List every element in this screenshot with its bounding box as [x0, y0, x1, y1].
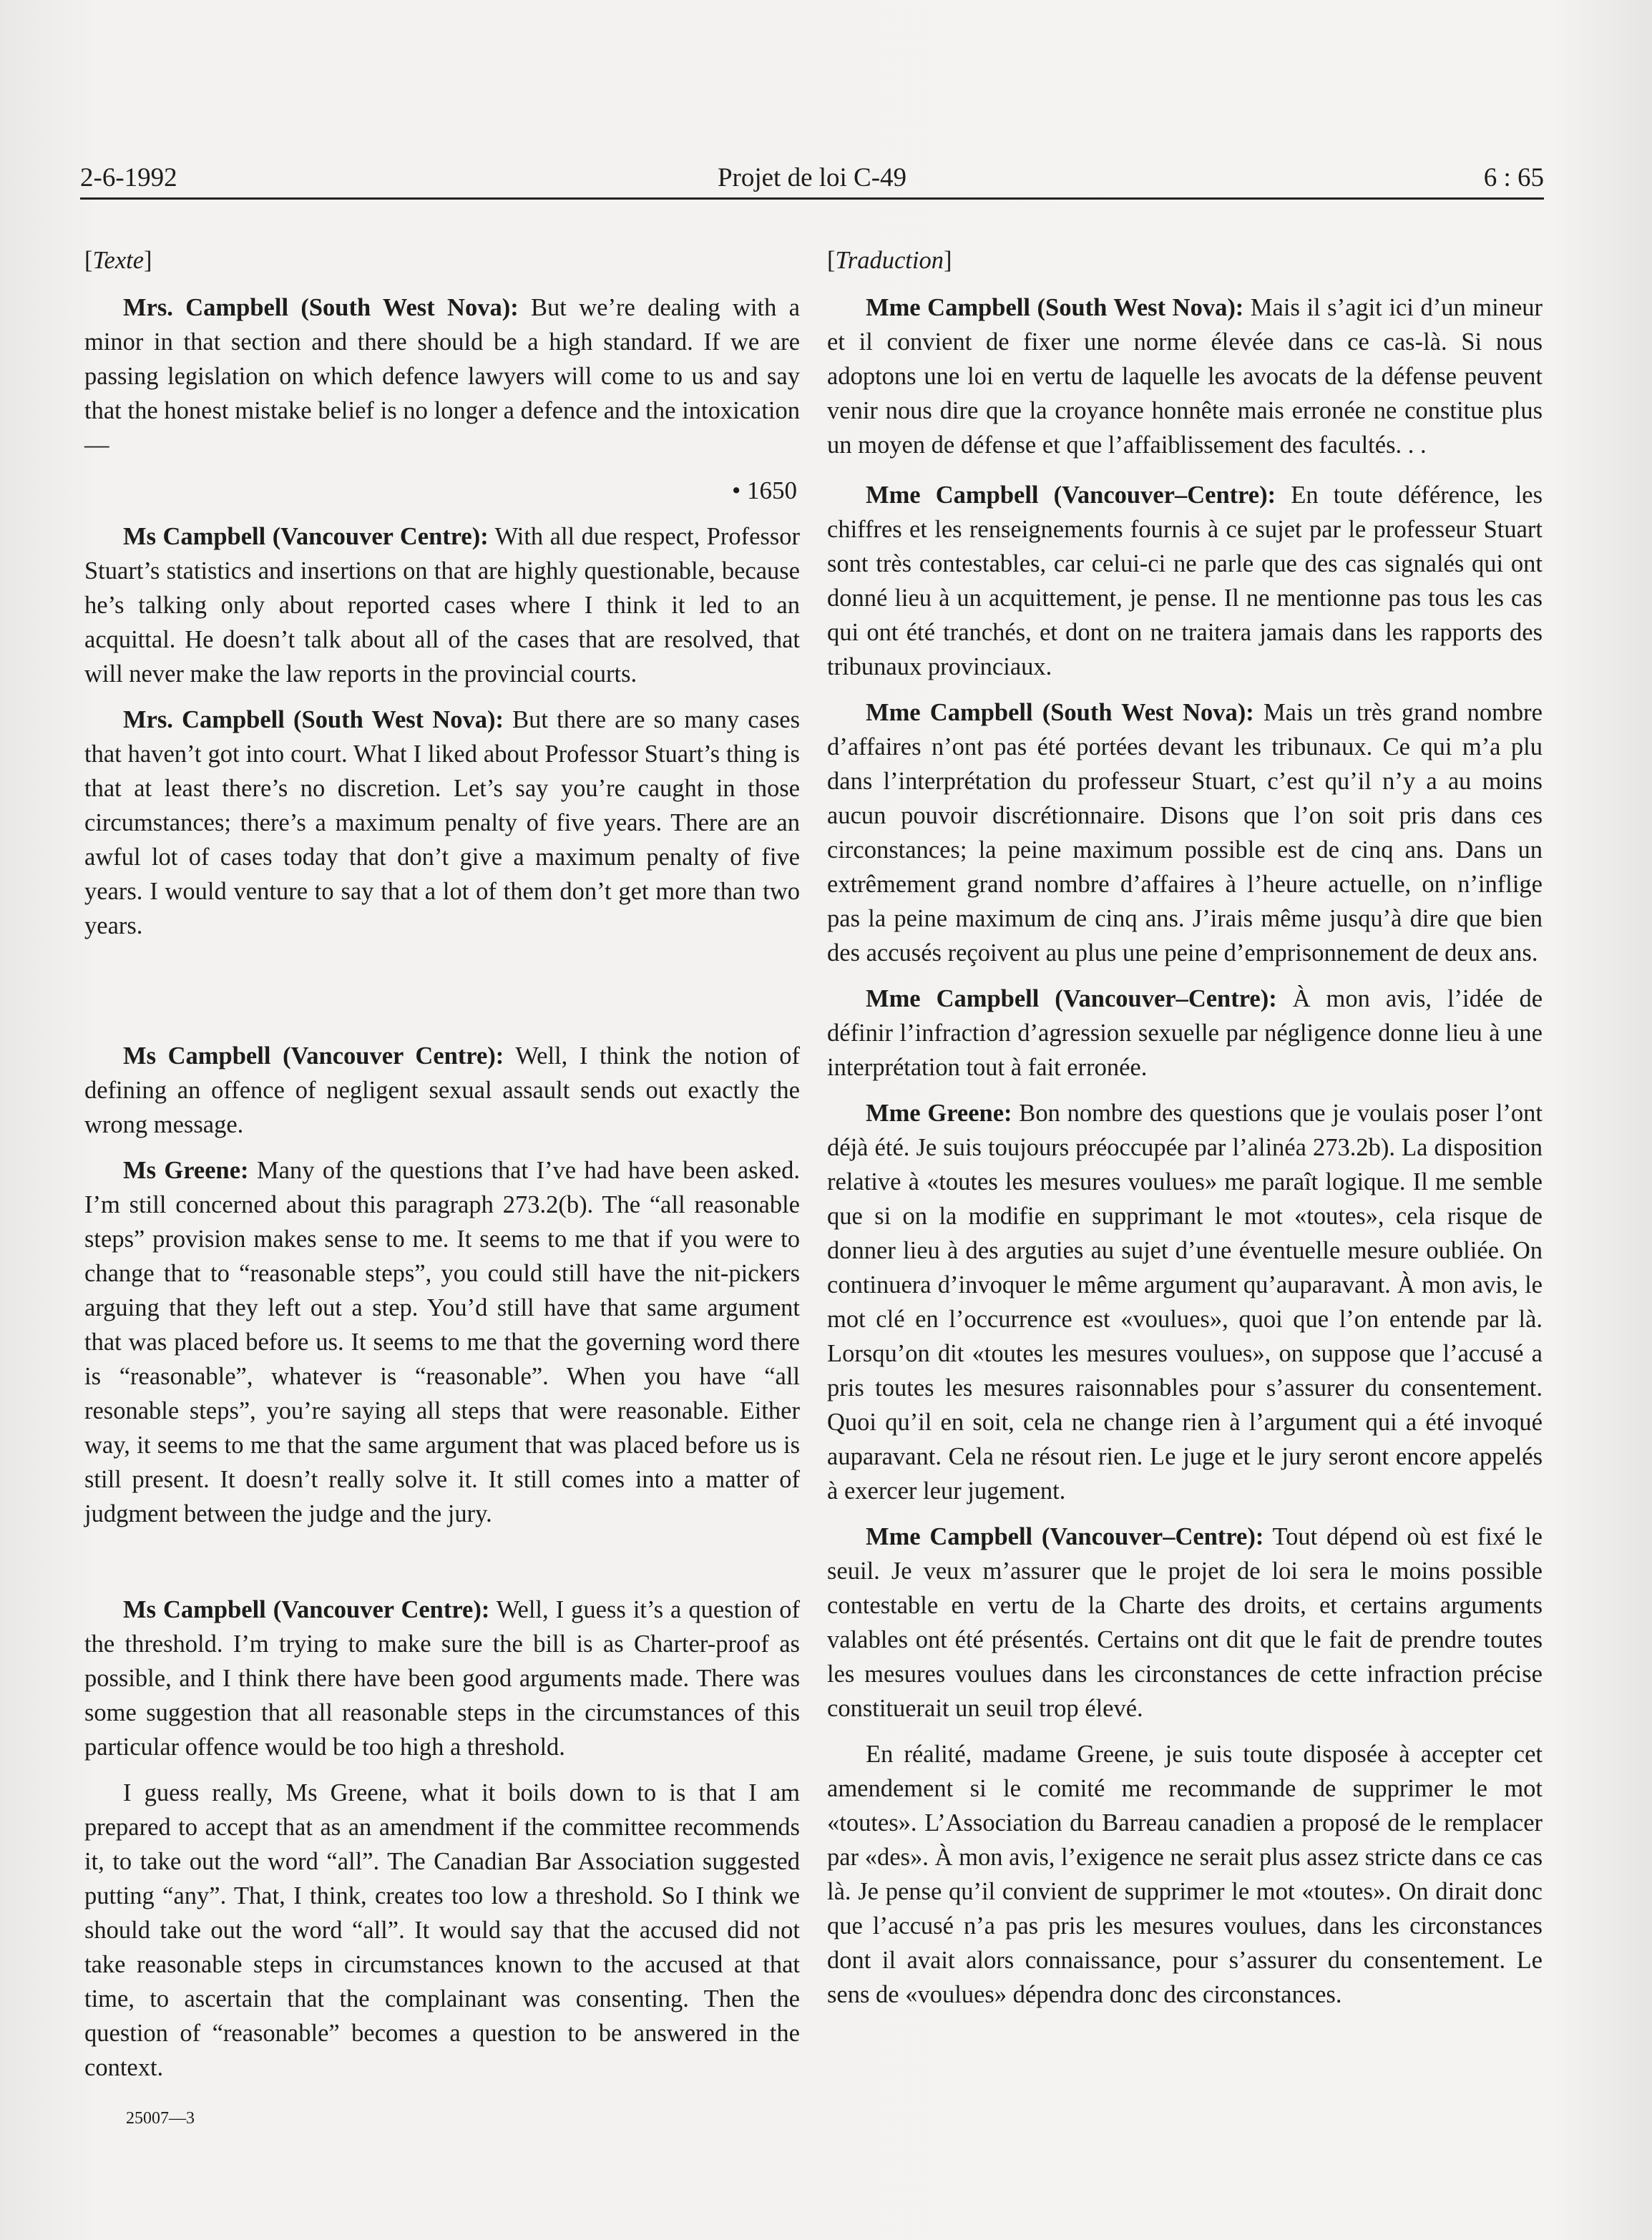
paragraph [84, 1776, 800, 2085]
speaker-name: Mrs. Campbell (South West Nova): [123, 706, 504, 733]
column-english [84, 243, 800, 2096]
speaker-name: Mme Campbell (Vancouver–Centre): [866, 985, 1277, 1012]
speech-text: Mais un très grand nombre d’affaires n’ont pas été portées devant les tribunaux. Ce qui m’a plu dans l’interprétation du professeur Stuart, c’est qu’il n’y a au moins aucun pouvoir discrétionnaire. Disons que l’on soit pris dans ces circonstances; la peine maximum possible est de cinq ans. Dans un extrêmement grand nombre d’affaires à l’heure actuelle, on n’inflige pas la peine maximum de cinq ans. J’irais même jusqu’à dire que bien des accusés reçoivent au plus une peine d’emprisonnement de deux ans. [827, 699, 1543, 967]
paragraph [84, 1593, 800, 1764]
paragraph [84, 290, 800, 462]
speech-text: Mais il s’agit ici d’un mineur et il convient de fixer une norme élevée dans ce cas-là. Si nous adoptons une loi en vertu de laquelle les avocats de la défense peuvent venir nous dire que la croyance honnête mais erronée ne constitue plus un moyen de défense et que l’affaiblissement des facultés. . . [827, 294, 1543, 459]
paragraph [84, 1039, 800, 1142]
paragraph [84, 1153, 800, 1531]
language-label-translation: [ Traduction ] [827, 243, 1543, 278]
time-marker: • 1650 [731, 476, 797, 504]
footer-print-code: 25007—3 [126, 2109, 195, 2128]
speech-text: En toute déférence, les chiffres et les renseignements fournis à ce sujet par le professeur Stuart sont très contestables, car celui-ci ne parle que des cas signalés qui ont donné lieu à un acquittement, je pense. Il ne mentionne pas tous les cas qui ont été tranchés, et dont on ne traitera jamais dans les rapports des tribunaux provinciaux. [827, 481, 1543, 680]
speech-text: But there are so many cases that haven’t got into court. What I liked about Professor Stuart’s thing is that at least there’s no discretion. Let’s say you’re caught in those circumstances; there’s a maximum penalty of five years. There are an awful lot of cases today that don’t give a maximum penalty of five years. I would venture to say that a lot of them don’t get more than two years. [84, 706, 800, 939]
paragraph [827, 1520, 1543, 1726]
paragraph [827, 478, 1543, 684]
paragraph [827, 695, 1543, 970]
speaker-name: Mme Campbell (South West Nova): [866, 294, 1244, 321]
speaker-name: Mme Campbell (Vancouver–Centre): [866, 1523, 1264, 1550]
column-french [827, 243, 1543, 2023]
speaker-name: Mme Greene: [866, 1100, 1012, 1127]
paragraph-gap [84, 1542, 800, 1593]
paragraph [84, 519, 800, 691]
paragraph [827, 982, 1543, 1085]
speech-text: Bon nombre des questions que je voulais poser l’ont déjà été. Je suis toujours préoccupée par l’alinéa 273.2b). La disposition relative à «toutes les mesures voulues» me paraît logique. Il me semble que si on la modifie en supprimant le mot «toutes», cela risque de donner lieu à des arguties au sujet d’une éventuelle mesure oubliée. On continuera d’invoquer le même argument qu’auparavant. À mon avis, le mot clé en l’occurrence est «voulues», quoi que l’on entende par là. Lorsqu’on dit «toutes les mesures voulues», on suppose que l’accusé a pris toutes les mesures raisonnables pour s’assurer du consentement. Quoi qu’il en soit, cela ne change rien à l’argument qui a été invoqué auparavant. Cela ne résout rien. Le juge et le jury seront encore appelés à exercer leur jugement. [827, 1100, 1543, 1505]
paragraph [827, 1096, 1543, 1508]
paragraph [84, 703, 800, 943]
speaker-name: Ms Campbell (Vancouver Centre): [123, 1042, 504, 1070]
speaker-name: Ms Greene: [123, 1157, 249, 1184]
speech-text: En réalité, madame Greene, je suis toute disposée à accepter cet amendement si le comité me recommande de supprimer le mot «toutes». L’Association du Barreau canadien a proposé de le remplacer par «des». À mon avis, l’exigence ne serait plus assez stricte dans ce cas là. Je pense qu’il convient de supprimer le mot «toutes». On dirait donc que l’accusé n’a pas pris les mesures voulues, dans les circonstances dont il avait alors connaissance, pour s’assurer du consentement. Le sens de «voulues» dépendra donc des circonstances. [827, 1741, 1543, 2008]
speaker-name: Ms Campbell (Vancouver Centre): [123, 1596, 490, 1623]
speech-text: But we’re dealing with a minor in that section and there should be a high standard. If we are passing legislation on which defence lawyers will come to us and say that the honest mistake belief is no longer a defence and the intoxication— [84, 294, 800, 459]
speech-text: Well, I guess it’s a question of the threshold. I’m trying to make sure the bill is as Charter-proof as possible, and I think there have been good arguments made. There was some suggestion that all reasonable steps in the circumstances of this particular offence would be too high a threshold. [84, 1596, 800, 1761]
speech-text: Well, I think the notion of defining an offence of negligent sexual assault sends out exactly the wrong message. [84, 1042, 800, 1138]
header-rule [80, 197, 1544, 200]
language-label-text: [ Texte ] [84, 243, 800, 278]
paragraph-gap [84, 954, 800, 1039]
speaker-name: Mrs. Campbell (South West Nova): [123, 294, 519, 321]
header-title: Projet de loi C-49 [717, 163, 907, 192]
speech-text: I guess really, Ms Greene, what it boils down to is that I am prepared to accept that as an amendment if the committee recommends it, to take out the word “all”. The Canadian Bar Association suggested putting “any”. That, I think, creates too low a threshold. So I think we should take out the word “all”. It would say that the accused did not take reasonable steps in circumstances known to the accused at that time, to ascertain that the complainant was consenting. Then the question of “reasonable” becomes a question to be answered in the context. [84, 1779, 800, 2081]
speech-text: With all due respect, Professor Stuart’s statistics and insertions on that are highly questionable, because he’s talking only about reported cases where I think it led to an acquittal. He doesn’t talk about all of the cases that are resolved, that will never make the law reports in the provincial courts. [84, 523, 801, 688]
speaker-name: Ms Campbell (Vancouver Centre): [123, 523, 489, 550]
speech-text: Tout dépend où est fixé le seuil. Je veux m’assurer que le projet de loi sera le moins possible contestable en vertu de la Charte des droits, et certains arguments valables ont été présentés. Certains ont dit que le fait de prendre toutes les mesures voulues dans les circonstances de cette infraction précise constituerait un seuil trop élevé. [827, 1523, 1543, 1722]
header-date: 2-6-1992 [80, 163, 177, 192]
header-page-number: 6 : 65 [1483, 163, 1544, 192]
page-header [80, 156, 1544, 197]
paragraph [827, 1737, 1543, 2012]
paragraph [827, 290, 1543, 462]
speech-text: Many of the questions that I’ve had have been asked. I’m still concerned about this paragraph 273.2(b). The “all reasonable steps” provision makes sense to me. It seems to me that if you were to change that to “reasonable steps”, you could still have the nit-pickers arguing that they left out a step. You’d still have that same argument that was placed before us. It seems to me that the governing word there is “reasonable”, whatever is “reasonable”. When you have “all resonable steps”, you’re saying all steps that were reasonable. Either way, it seems to me that the same argument that was placed before us is still present. It doesn’t really solve it. It still comes into a matter of judgment between the judge and the jury. [84, 1157, 800, 1527]
speech-text: À mon avis, l’idée de définir l’infraction d’agression sexuelle par négligence donne lieu à une interprétation tout à fait erronée. [827, 985, 1543, 1081]
speaker-name: Mme Campbell (South West Nova): [866, 699, 1254, 726]
speaker-name: Mme Campbell (Vancouver–Centre): [866, 481, 1276, 509]
